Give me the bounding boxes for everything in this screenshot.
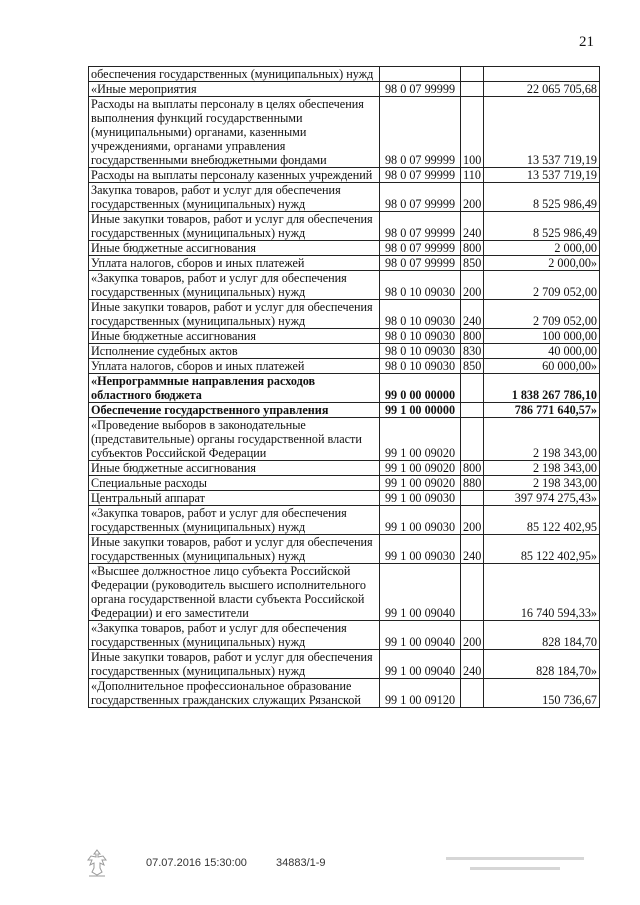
row-name-cell: Обеспечение государственного управления (89, 403, 380, 418)
table-row (89, 535, 600, 564)
row-sum-cell: 100 000,00 (484, 329, 600, 344)
row-code-cell: 99 0 00 00000 (380, 374, 461, 403)
row-name-cell: «Высшее должностное лицо субъекта Российской Федерации (руководитель высшего исполнительного органа государственной власти субъекта Российской Федерации) и его заместители (89, 564, 380, 621)
footer-date: 07.07.2016 15:30:00 (146, 857, 247, 869)
row-name-cell: Специальные расходы (89, 476, 380, 491)
row-expense-type-cell: 200 (461, 621, 484, 650)
row-code-cell: 98 0 07 99999 (380, 183, 461, 212)
row-expense-type-cell: 240 (461, 300, 484, 329)
table-row (89, 300, 600, 329)
row-expense-type-cell: 800 (461, 329, 484, 344)
table-row (89, 374, 600, 403)
row-name-cell: Закупка товаров, работ и услуг для обеспечения государственных (муниципальных) нужд (89, 183, 380, 212)
row-name-cell: Центральный аппарат (89, 491, 380, 506)
row-code-cell: 98 0 10 09030 (380, 359, 461, 374)
row-name-cell: Иные закупки товаров, работ и услуг для обеспечения государственных (муниципальных) нужд (89, 300, 380, 329)
row-expense-type-cell: 200 (461, 271, 484, 300)
row-name-cell: «Закупка товаров, работ и услуг для обеспечения государственных (муниципальных) нужд (89, 621, 380, 650)
row-code-cell: 99 1 00 09020 (380, 461, 461, 476)
row-sum-cell (484, 67, 600, 82)
row-sum-cell: 60 000,00» (484, 359, 600, 374)
row-expense-type-cell (461, 491, 484, 506)
row-name-cell: «Непрограммные направления расходов областного бюджета (89, 374, 380, 403)
row-expense-type-cell (461, 403, 484, 418)
row-expense-type-cell (461, 82, 484, 97)
row-code-cell: 99 1 00 09040 (380, 564, 461, 621)
row-code-cell: 99 1 00 09120 (380, 679, 461, 708)
table-row (89, 403, 600, 418)
row-sum-cell: 828 184,70» (484, 650, 600, 679)
row-expense-type-cell: 240 (461, 650, 484, 679)
row-sum-cell: 13 537 719,19 (484, 168, 600, 183)
row-code-cell: 99 1 00 09030 (380, 506, 461, 535)
row-sum-cell: 8 525 986,49 (484, 183, 600, 212)
footer-doc-id: 34883/1-9 (276, 857, 326, 869)
row-sum-cell: 2 000,00 (484, 241, 600, 256)
row-name-cell: Расходы на выплаты персоналу казенных учреждений (89, 168, 380, 183)
row-sum-cell: 2 709 052,00 (484, 271, 600, 300)
row-sum-cell: 40 000,00 (484, 344, 600, 359)
row-expense-type-cell: 800 (461, 241, 484, 256)
row-sum-cell: 16 740 594,33» (484, 564, 600, 621)
row-code-cell: 99 1 00 09040 (380, 650, 461, 679)
page-number: 21 (579, 34, 594, 50)
table-row (89, 183, 600, 212)
row-name-cell: Иные закупки товаров, работ и услуг для обеспечения государственных (муниципальных) нужд (89, 535, 380, 564)
row-name-cell: «Проведение выборов в законодательные (представительные) органы государственной власти субъектов Российской Федерации (89, 418, 380, 461)
row-sum-cell: 85 122 402,95 (484, 506, 600, 535)
row-name-cell: «Закупка товаров, работ и услуг для обеспечения государственных (муниципальных) нужд (89, 506, 380, 535)
row-code-cell: 99 1 00 09040 (380, 621, 461, 650)
row-code-cell: 98 0 07 99999 (380, 241, 461, 256)
row-expense-type-cell (461, 374, 484, 403)
table-row (89, 359, 600, 374)
table-row (89, 650, 600, 679)
row-code-cell: 98 0 07 99999 (380, 168, 461, 183)
row-code-cell: 99 1 00 09020 (380, 418, 461, 461)
row-sum-cell: 397 974 275,43» (484, 491, 600, 506)
table-row (89, 256, 600, 271)
row-name-cell: Расходы на выплаты персоналу в целях обеспечения выполнения функций государственными (муниципальными) органами, казенными учреждениями, органами управления государственными внебюджетными фондами (89, 97, 380, 168)
row-sum-cell: 2 198 343,00 (484, 461, 600, 476)
row-code-cell: 98 0 07 99999 (380, 97, 461, 168)
row-sum-cell: 2 709 052,00 (484, 300, 600, 329)
row-name-cell: Иные бюджетные ассигнования (89, 329, 380, 344)
coat-of-arms-icon (84, 848, 110, 878)
row-code-cell: 99 1 00 09020 (380, 476, 461, 491)
row-sum-cell: 85 122 402,95» (484, 535, 600, 564)
row-code-cell: 98 0 10 09030 (380, 344, 461, 359)
row-name-cell: Иные бюджетные ассигнования (89, 241, 380, 256)
row-sum-cell: 786 771 640,57» (484, 403, 600, 418)
table-row (89, 329, 600, 344)
row-sum-cell: 22 065 705,68 (484, 82, 600, 97)
row-expense-type-cell: 240 (461, 212, 484, 241)
table-row (89, 82, 600, 97)
row-expense-type-cell (461, 418, 484, 461)
budget-table (88, 66, 600, 708)
row-code-cell: 99 1 00 09030 (380, 491, 461, 506)
row-sum-cell: 8 525 986,49 (484, 212, 600, 241)
row-name-cell: «Закупка товаров, работ и услуг для обеспечения государственных (муниципальных) нужд (89, 271, 380, 300)
budget-table-body (89, 67, 600, 708)
row-expense-type-cell: 200 (461, 183, 484, 212)
row-sum-cell: 2 198 343,00 (484, 476, 600, 491)
row-expense-type-cell: 880 (461, 476, 484, 491)
row-expense-type-cell: 850 (461, 256, 484, 271)
row-name-cell: «Иные мероприятия (89, 82, 380, 97)
table-row (89, 241, 600, 256)
row-name-cell: Исполнение судебных актов (89, 344, 380, 359)
row-expense-type-cell: 100 (461, 97, 484, 168)
row-code-cell: 98 0 07 99999 (380, 212, 461, 241)
row-expense-type-cell (461, 679, 484, 708)
row-name-cell: обеспечения государственных (муниципальных) нужд (89, 67, 380, 82)
row-code-cell: 99 1 00 09030 (380, 535, 461, 564)
table-row (89, 67, 600, 82)
row-code-cell (380, 67, 461, 82)
table-row (89, 168, 600, 183)
row-name-cell: Иные закупки товаров, работ и услуг для обеспечения государственных (муниципальных) нужд (89, 212, 380, 241)
row-sum-cell: 13 537 719,19 (484, 97, 600, 168)
row-expense-type-cell: 200 (461, 506, 484, 535)
row-name-cell: «Дополнительное профессиональное образование государственных гражданских служащих Рязанской (89, 679, 380, 708)
table-row (89, 621, 600, 650)
row-sum-cell: 828 184,70 (484, 621, 600, 650)
row-code-cell: 98 0 10 09030 (380, 271, 461, 300)
row-expense-type-cell: 800 (461, 461, 484, 476)
row-code-cell: 99 1 00 00000 (380, 403, 461, 418)
table-row (89, 461, 600, 476)
row-expense-type-cell (461, 564, 484, 621)
row-sum-cell: 150 736,67 (484, 679, 600, 708)
row-code-cell: 98 0 10 09030 (380, 300, 461, 329)
table-row (89, 491, 600, 506)
table-row (89, 271, 600, 300)
table-row (89, 564, 600, 621)
row-expense-type-cell: 850 (461, 359, 484, 374)
row-name-cell: Иные бюджетные ассигнования (89, 461, 380, 476)
row-name-cell: Уплата налогов, сборов и иных платежей (89, 359, 380, 374)
row-code-cell: 98 0 07 99999 (380, 82, 461, 97)
row-code-cell: 98 0 10 09030 (380, 329, 461, 344)
row-sum-cell: 1 838 267 786,10 (484, 374, 600, 403)
row-sum-cell: 2 198 343,00 (484, 418, 600, 461)
table-row (89, 506, 600, 535)
table-row (89, 344, 600, 359)
row-sum-cell: 2 000,00» (484, 256, 600, 271)
table-row (89, 476, 600, 491)
row-name-cell: Иные закупки товаров, работ и услуг для обеспечения государственных (муниципальных) нужд (89, 650, 380, 679)
faint-stamp-icon (440, 852, 590, 878)
row-expense-type-cell: 830 (461, 344, 484, 359)
row-expense-type-cell: 240 (461, 535, 484, 564)
row-expense-type-cell (461, 67, 484, 82)
table-row (89, 97, 600, 168)
row-code-cell: 98 0 07 99999 (380, 256, 461, 271)
row-expense-type-cell: 110 (461, 168, 484, 183)
table-row (89, 679, 600, 708)
row-name-cell: Уплата налогов, сборов и иных платежей (89, 256, 380, 271)
table-row (89, 212, 600, 241)
table-row (89, 418, 600, 461)
